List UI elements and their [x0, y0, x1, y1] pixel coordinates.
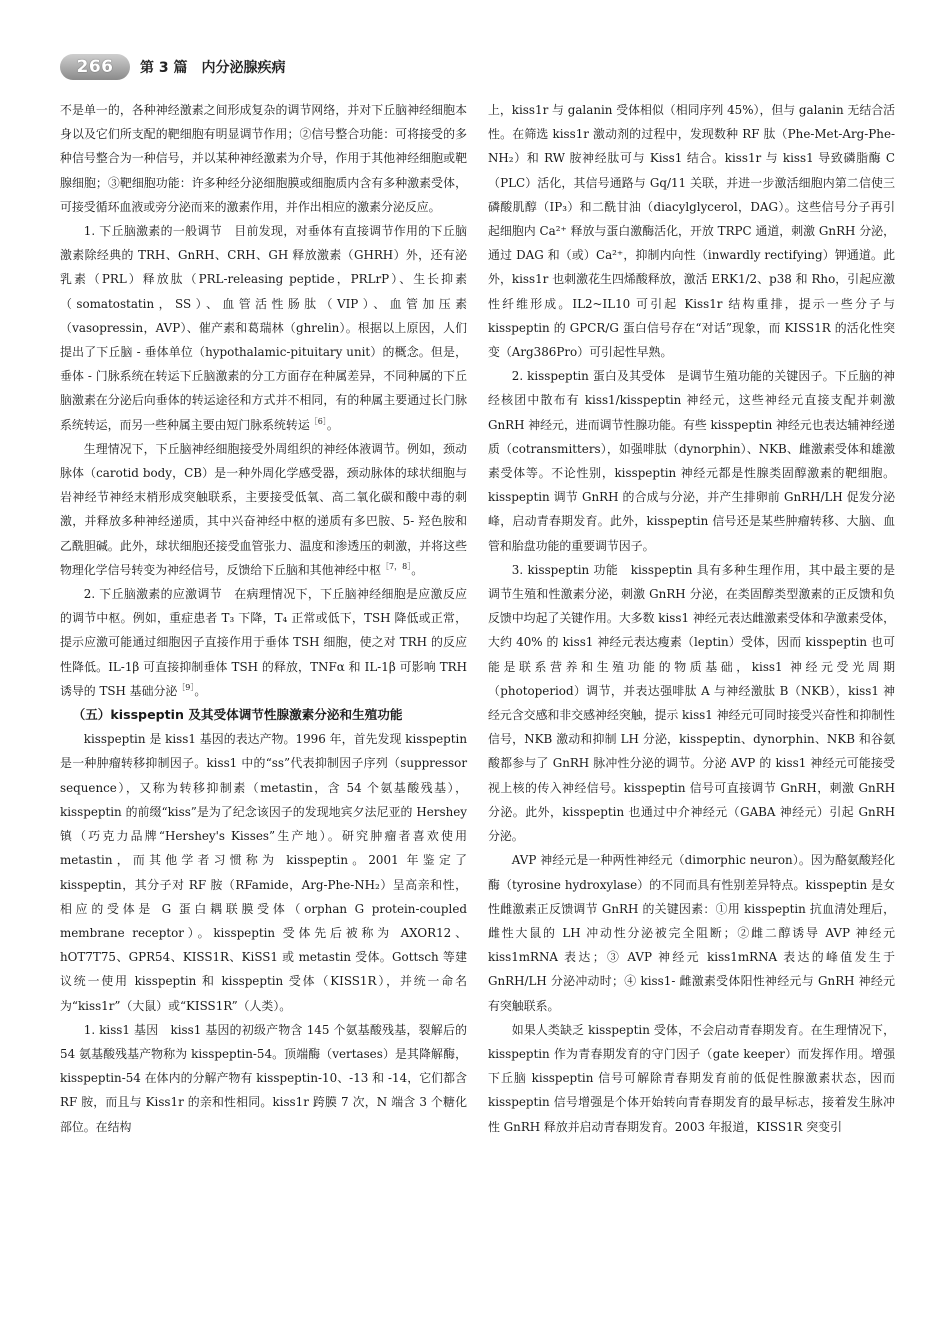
paragraph: 1. 下丘脑激素的一般调节 目前发现，对垂体有直接调节作用的下丘脑激素除经典的 TRH、GnRH、CRH、GH 释放激素（GHRH）外，还有泌乳素（PRL）释放肽（PRL-releasing peptide，PRLrP）、生长抑素（somatostatin，SS）、血管活性肠肽（VIP）、血管加压素（vasopressin，AVP）、催产素和葛瑞林（ghrelin）。根据以上原因，人们提出了下丘脑 - 垂体单位（hypothalamic-pituitary unit）的概念。但是，垂体 - 门脉系统在转运下丘脑激素的分工方面存在种属差异，不同种属的下丘脑激素在分泌后向垂体的转运途径和方式并不相同，有的种属主要通过长门脉系统转运，而另一些种属主要由短门脉系统转运$^{[6]}$。	[60, 224, 467, 432]
paragraph: 1. kiss1 基因 kiss1 基因的初级产物含 145 个氨基酸残基，裂解后的 54 氨基酸残基产物称为 kisspeptin-54。顶端酶（vertases）是其降解酶，kisspeptin-54 在体内的分解产物有 kisspeptin-10、-13 和 -14，它们都含 RF 胺，而且与 Kiss1r 的亲和性相同。kiss1r 跨膜 7 次，N 端含 3 个糖化部位。在结构	[60, 1022, 467, 1134]
left-column	[60, 98, 467, 1139]
paragraph: 3. kisspeptin 功能 kisspeptin 具有多种生理作用，其中最主要的是调节生殖和性激素分泌，刺激 GnRH 分泌，在类固醇类型激素的正反馈和负反馈中均起了关键作用。大多数 kiss1 神经元表达雌激素受体和孕激素受体，大约 40% 的 kiss1 神经元表达瘦素（leptin）受体，因而 kisspeptin 也可能是联系营养和生殖功能的物质基础，kiss1 神经元受光周期（photoperiod）调节，并表达强啡肽 A 与神经激肽 B（NKB），kiss1 神经元含交感和非交感神经突触，提示 kiss1 神经元可同时接受兴奋性和抑制性信号，NKB 激动和抑制 LH 分泌，kisspeptin、dynorphin、NKB 和谷氨酸都参与了 GnRH 脉冲性分泌的调节。分泌 AVP 的 kiss1 神经元可能接受视上核的传入神经信号。kisspeptin 信号可直接调节 GnRH，刺激 GnRH 分泌。此外，kisspeptin 也通过中介神经元（GABA 神经元）引起 GnRH 分泌。	[488, 562, 895, 844]
paragraph: AVP 神经元是一种两性神经元（dimorphic neuron）。因为酪氨酸羟化酶（tyrosine hydroxylase）的不同而具有性别差异特点。kisspeptin 是女性雌激素正反馈调节 GnRH 的关键因素：①用 kisspeptin 抗血清处理后，雌性大鼠的 LH 冲动性分泌被完全阻断；②雌二醇诱导 AVP 神经元 kiss1mRNA 表达；③ AVP 神经元 kiss1mRNA 表达的峰值发生于 GnRH/LH 分泌冲动时；④ kiss1- 雌激素受体阳性神经元与 GnRH 神经元有突触联系。	[488, 853, 895, 1013]
paragraph: 2. 下丘脑激素的应激调节 在病理情况下，下丘脑神经细胞是应激反应的调节中枢。例如，重症患者 T₃ 下降，T₄ 正常或低下，TSH 降低或正常，提示应激可能通过细胞因子直接作用于垂体 TSH 细胞，使之对 TRH 的反应性降低。IL-1β 可直接抑制垂体 TSH 的释放，TNFα 和 IL-1β 可影响 TRH 诱导的 TSH 基础分泌$^{[9]}$。	[60, 587, 467, 698]
section-title: 第 3 篇 内分泌腺疾病	[140, 60, 286, 76]
citation-ref: ［6］	[309, 416, 327, 426]
paragraph: 上，kiss1r 与 galanin 受体相似（相同序列 45%），但与 galanin 无结合活性。在筛选 kiss1r 激动剂的过程中，发现数种 RF 肽（Phe-Met-Arg-Phe-NH₂）和 RW 胺神经肽可与 Kiss1 结合。kiss1r 与 kiss1 导致磷脂酶 C（PLC）活化，其信号通路与 Gq/11 关联，并进一步激活细胞内第二信使三磷酸肌醇（IP₃）和二酰甘油（diacylglycerol，DAG）。这些信号分子再引起细胞内 Ca²⁺ 释放与蛋白激酶活化，开放 TRPC 通道，刺激 GnRH 分泌，通过 DAG 和（或）Ca²⁺，抑制内向性（inwardly rectifying）钾通道。此外，kiss1r 也刺激花生四烯酸释放，激活 ERK1/2、p38 和 Rho，引起应激性纤维形成。IL2~IL10 可引起 Kiss1r 结构重排，提示一些分子与 kisspeptin 的 GPCR/G 蛋白信号存在“对话”现象，而 KISS1R 的活化性突变（Arg386Pro）可引起性早熟。	[488, 103, 895, 360]
paragraph: 不是单一的，各种神经激素之间形成复杂的调节网络，并对下丘脑神经细胞本身以及它们所支配的靶细胞有明显调节作用；②信号整合功能：可将接受的多种信号整合为一种信号，并以某种神经激素为介导，作用于其他神经细胞或靶腺细胞；③靶细胞功能：许多种经分泌细胞膜或细胞质内含有多种激素受体，可接受循环血液或旁分泌而来的激素作用，并作出相应的激素分泌反应。	[60, 103, 467, 214]
section-heading: （五）kisspeptin 及其受体调节性腺激素分泌和生殖功能	[72, 707, 403, 723]
paragraph: 如果人类缺乏 kisspeptin 受体，不会启动青春期发育。在生理情况下，kisspeptin 作为青春期发育的守门因子（gate keeper）而发挥作用。增强下丘脑 kisspeptin 信号可解除青春期发育前的低促性腺激素状态，因而 kisspeptin 信号增强是个体开始转向青春期发育的最早标志，接着发生脉冲性 GnRH 释放并启动青春期发育。2003 年报道，KISS1R 突变引	[488, 1022, 895, 1134]
page-header	[60, 52, 900, 82]
citation-ref: ［7，8］	[381, 561, 412, 571]
paragraph: kisspeptin 是 kiss1 基因的表达产物。1996 年，首先发现 kisspeptin 是一种肿瘤转移抑制因子。kiss1 中的“ss”代表抑制因子序列（suppressor sequence），又称为转移抑制素（metastin，含 54 个氨基酸残基），kisspeptin 的前缀“kiss”是为了纪念该因子的发现地宾夕法尼亚的 Hershey 镇（巧克力品牌“Hershey's Kisses”生产地）。研究肿瘤者喜欢使用 metastin，而其他学者习惯称为 kisspeptin。2001 年鉴定了 kisspeptin，其分子对 RF 胺（RFamide，Arg-Phe-NH₂）呈高亲和性，相应的受体是 G 蛋白耦联膜受体（orphan G protein-coupled membrane receptor）。kisspeptin 受体先后被称为 AXOR12、hOT7T75、GPR54、KISS1R、KiSS1 或 metastin 受体。Gottsch 等建议统一使用 kisspeptin 和 kisspeptin 受体（KISS1R），并统一命名为“kiss1r”（大鼠）或“KISS1R”（人类）。	[60, 732, 467, 1013]
page-number: 266	[60, 54, 130, 80]
citation-ref: ［9］	[177, 682, 195, 692]
paragraph: 生理情况下，下丘脑神经细胞接受外周组织的神经体液调节。例如，颈动脉体（carotid body，CB）是一种外周化学感受器，颈动脉体的球状细胞与岩神经节神经末梢形成突触联系，主要接受低氧、高二氧化碳和酸中毒的刺激，并释放多种神经递质，其中兴奋神经中枢的递质有多巴胺、5- 羟色胺和乙酰胆碱。此外，球状细胞还接受血管张力、温度和渗透压的刺激，并将这些物理化学信号转变为神经信号，反馈给下丘脑和其他神经中枢$^{[7,8]}$。	[60, 441, 467, 577]
paragraph: 2. kisspeptin 蛋白及其受体 是调节生殖功能的关键因子。下丘脑的神经核团中散布有 kiss1/kisspeptin 神经元，这些神经元直接支配并刺激 GnRH 神经元，进而调节性腺功能。有些 kisspeptin 神经元也表达辅神经递质（cotransmitters），如强啡肽（dynorphin）、NKB、雌激素受体和雄激素受体等。不论性别，kisspeptin 神经元都是性腺类固醇激素的靶细胞。kisspeptin 调节 GnRH 的合成与分泌，并产生排卵前 GnRH/LH 促发分泌峰，启动青春期发育。此外，kisspeptin 信号还是某些肿瘤转移、大脑、血管和胎盘功能的重要调节因子。	[488, 369, 895, 553]
right-column	[488, 98, 895, 1139]
